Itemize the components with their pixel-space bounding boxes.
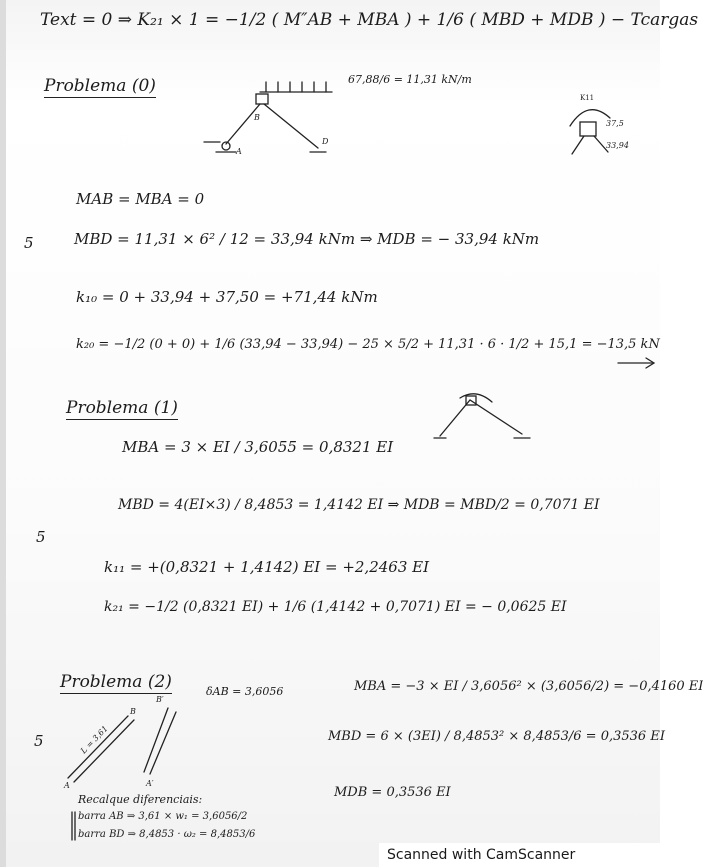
k11-label: K11 (580, 94, 595, 102)
page-edge-shadow (0, 0, 6, 867)
k11-moment-sketch (560, 92, 650, 172)
mdb-problem-2-equation: MDB = 0,3536 EI (334, 785, 451, 800)
k20-equation: k₂₀ = −1/2 (0 + 0) + 1/6 (33,94 − 33,94) − 25 × 5/2 + 11,31 · 6 · 1/2 + 15,1 = −13,5 kN (76, 337, 660, 352)
length-ab-label: L = 3,61 (78, 724, 110, 756)
mab-mba-equation: MAB = MBA = 0 (76, 190, 205, 208)
displacement-sketch-problem-2 (60, 690, 200, 790)
frame-sketch-problem-0 (200, 80, 360, 180)
recalque-title: Recalque diferenciais: (78, 793, 203, 806)
label-d: D (322, 137, 329, 146)
label-b: B (254, 113, 260, 122)
header-equation: Text = 0 ⇒ K₂₁ × 1 = −1/2 ( M″AB + MBA ) + 1/6 ( MBD + MDB ) − Tcargas (40, 10, 699, 30)
label-b-prime: B′ (156, 695, 164, 704)
label-b-2: B (130, 707, 136, 716)
k11-equation: k₁₁ = +(0,8321 + 1,4142) EI = +2,2463 EI (104, 558, 430, 576)
barra-ab-note: barra AB ⇒ 3,61 × w₁ = 3,6056/2 (78, 811, 248, 822)
margin-mark: 5 (36, 528, 46, 546)
barra-bd-note: barra BD ⇒ 8,4853 · ω₂ = 8,4853/6 (78, 829, 256, 840)
arrow-right-icon (618, 356, 658, 370)
value-33-94: 33,94 (606, 141, 629, 150)
problem-0-load: 67,88/6 = 11,31 kN/m (348, 73, 472, 86)
label-a-prime: A′ (146, 779, 154, 788)
margin-mark: 5 (34, 732, 44, 750)
mba-problem-1-equation: MBA = 3 × EI / 3,6055 = 0,8321 EI (122, 438, 394, 456)
frame-sketch-problem-1 (430, 390, 540, 450)
label-a: A (236, 147, 242, 156)
margin-double-bar (70, 812, 78, 842)
k21-equation: k₂₁ = −1/2 (0,8321 EI) + 1/6 (1,4142 + 0,7071) EI = − 0,0625 EI (104, 599, 567, 615)
problem-1-title: Problema (1) (66, 398, 178, 418)
scanner-footer (379, 843, 660, 867)
value-37-5: 37,5 (606, 119, 624, 128)
delta-ab-value: δAB = 3,6056 (206, 685, 284, 698)
problem-0-title: Problema (0) (44, 76, 156, 96)
mba-problem-2-equation: MBA = −3 × EI / 3,6056² × (3,6056/2) = −0,4160 EI (354, 679, 703, 694)
problem-2-title: Problema (2) (60, 672, 172, 692)
scanner-watermark: Scanned with CamScanner (387, 847, 576, 863)
margin-mark: 5 (24, 234, 34, 252)
mbd-problem-2-equation: MBD = 6 × (3EI) / 8,4853² × 8,4853/6 = 0,3536 EI (328, 729, 665, 744)
k10-equation: k₁₀ = 0 + 33,94 + 37,50 = +71,44 kNm (76, 288, 378, 306)
mbd-equation: MBD = 11,31 × 6² / 12 = 33,94 kNm ⇒ MDB = − 33,94 kNm (74, 230, 540, 248)
label-a-2: A (64, 781, 70, 790)
mbd-problem-1-equation: MBD = 4(EI×3) / 8,4853 = 1,4142 EI ⇒ MDB = MBD/2 = 0,7071 EI (118, 497, 600, 513)
